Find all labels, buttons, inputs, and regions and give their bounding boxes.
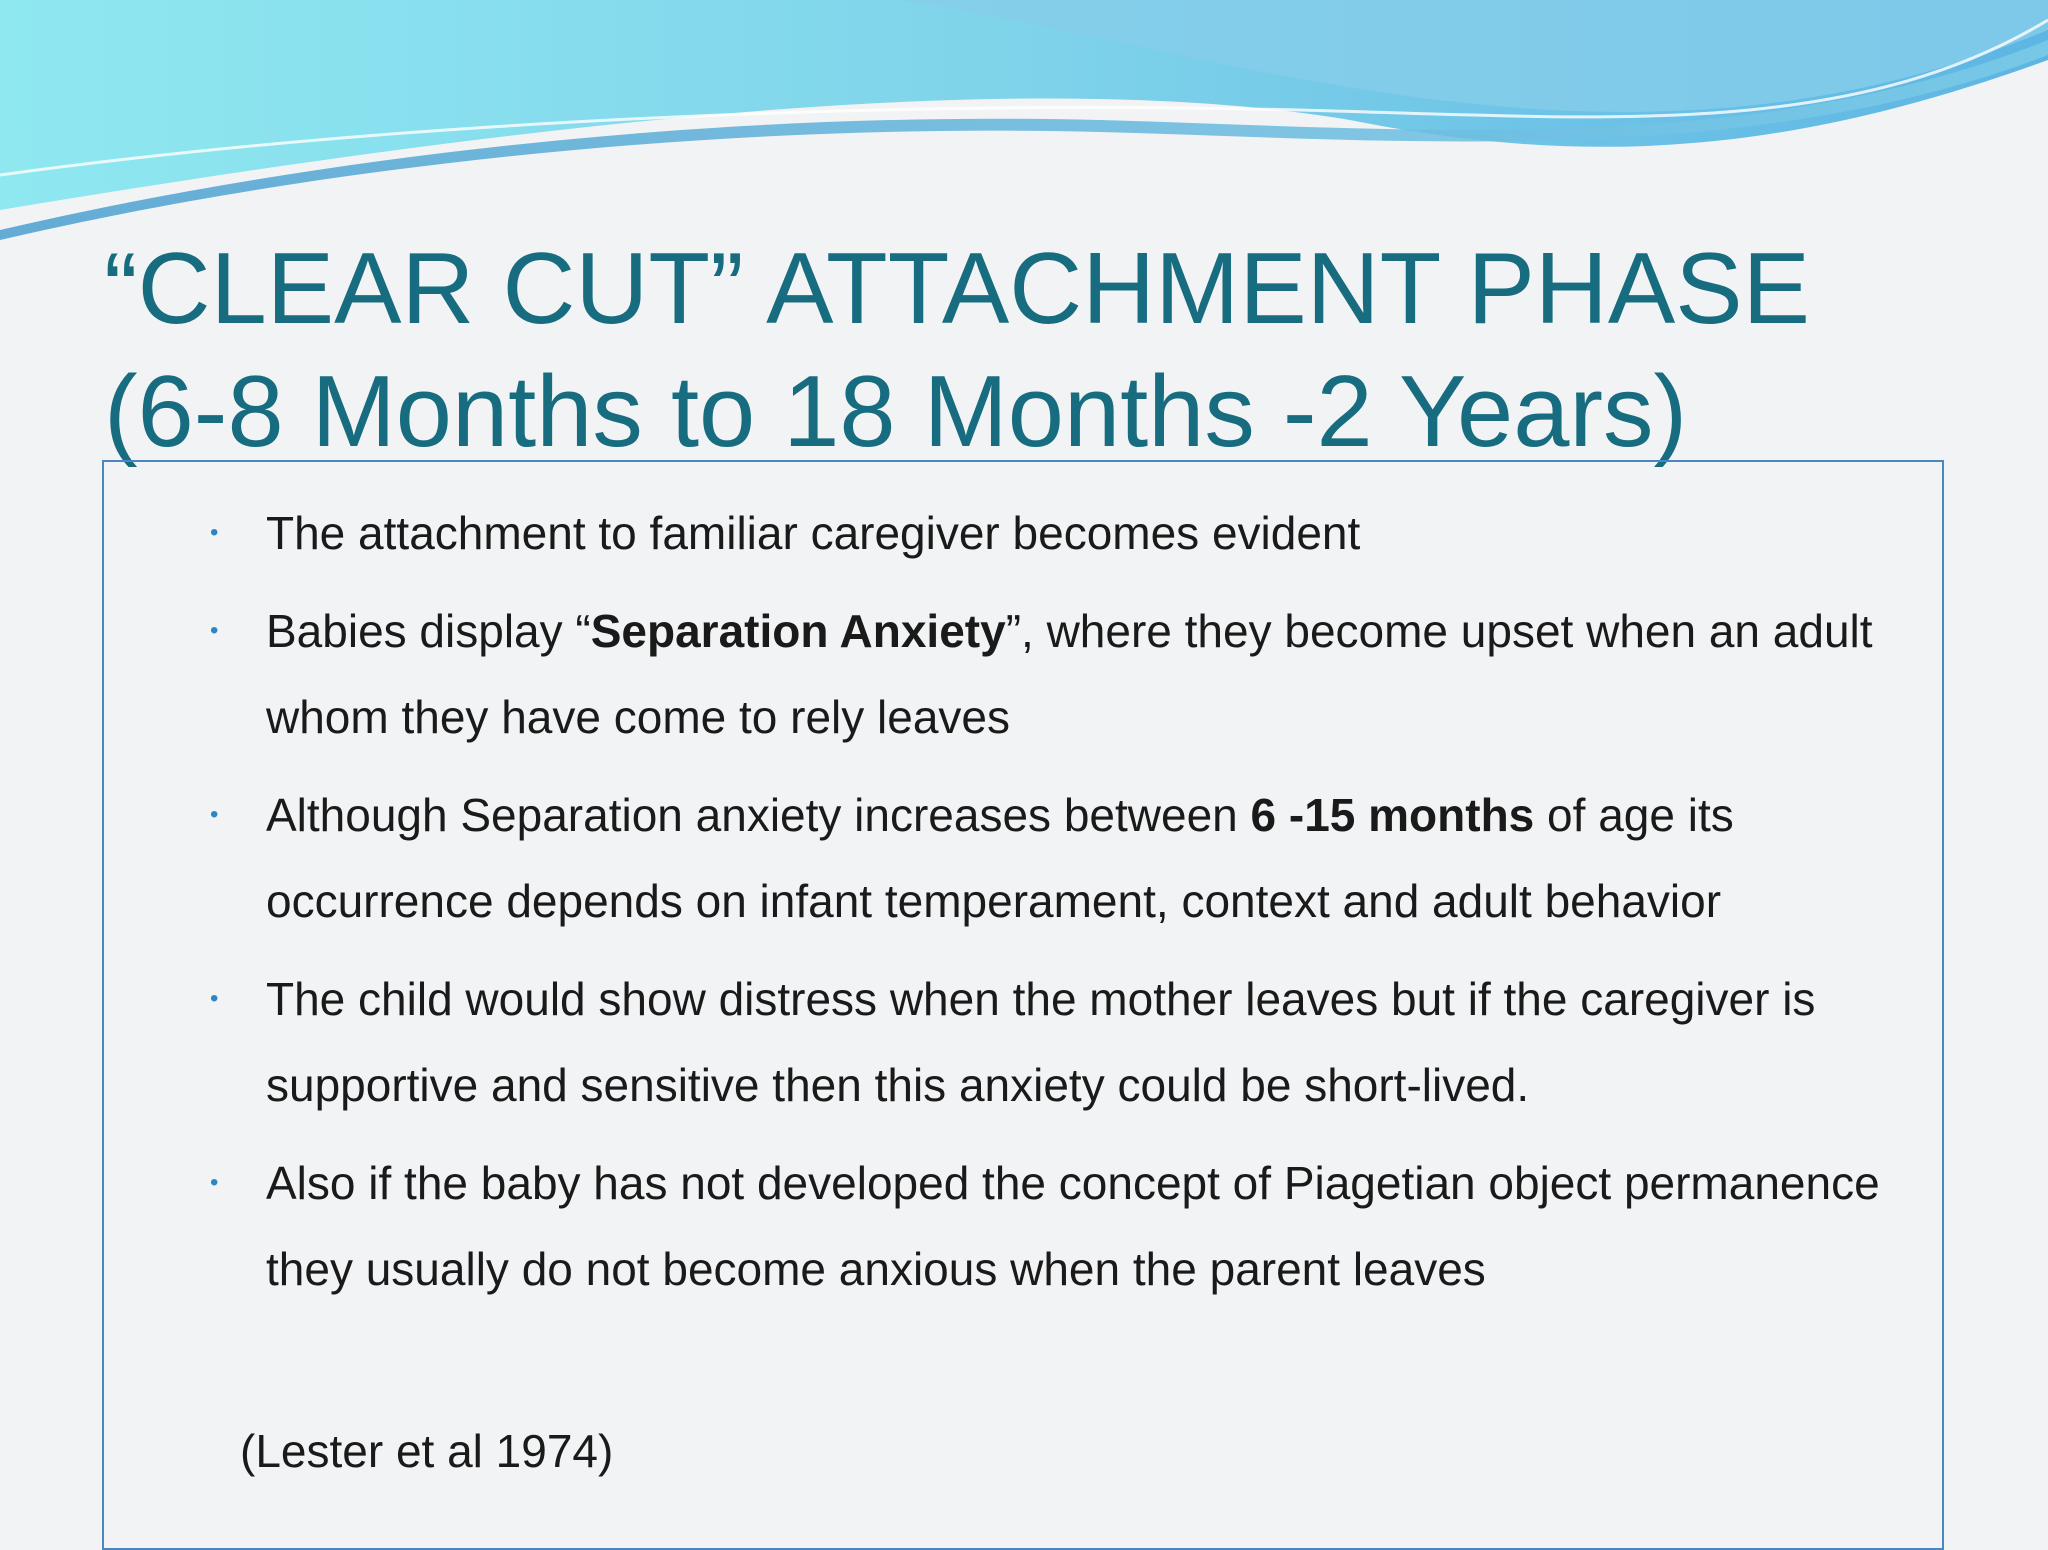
bullet-item [200, 1140, 1940, 1312]
bullet-text: Also if the baby has not developed the concept of Piagetian object permanence they usually do not become anxious when the parent leaves [266, 1157, 1880, 1295]
bullet-list [200, 490, 1940, 1324]
bullet-item [200, 490, 1940, 576]
bullet-item [200, 956, 1940, 1128]
bullet-icon: • [210, 1169, 219, 1196]
bullet-icon: • [210, 985, 219, 1012]
header-wave-decoration [0, 0, 2048, 260]
bullet-text-post: ”, where they become upset when an adult whom they have come to rely leaves [266, 605, 1873, 743]
bullet-icon: • [210, 617, 219, 644]
bullet-text-post: of age its occurrence depends on infant temperament, context and adult behavior [266, 789, 1734, 927]
bullet-text-bold: Separation Anxiety [590, 605, 1006, 657]
bullet-icon: • [210, 519, 219, 546]
bullet-item [200, 588, 1940, 760]
bullet-text-pre: Babies display “ [266, 605, 591, 657]
title-line-2: (6-8 Months to 18 Months -2 Years) [104, 356, 1688, 468]
bullet-icon: • [210, 801, 219, 828]
slide-title [104, 228, 2004, 474]
bullet-text-pre: Although Separation anxiety increases between [266, 789, 1251, 841]
bullet-text: The attachment to familiar caregiver becomes evident [266, 507, 1361, 559]
bullet-text: The child would show distress when the mother leaves but if the caregiver is supportive and sensitive then this anxiety could be short-lived. [266, 973, 1816, 1111]
bullet-text-bold: 6 -15 months [1250, 789, 1535, 841]
title-line-1: “CLEAR CUT” ATTACHMENT PHASE [104, 233, 1810, 345]
bullet-item [200, 772, 1940, 944]
citation: (Lester et al 1974) [240, 1425, 614, 1477]
